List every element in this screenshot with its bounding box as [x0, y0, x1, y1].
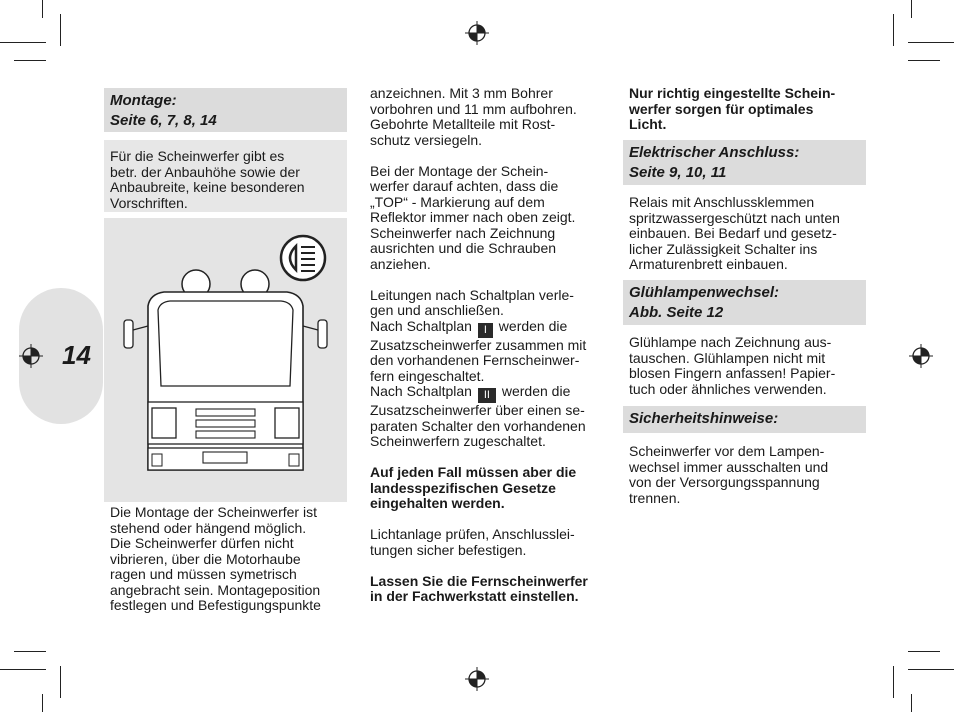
text-line: festlegen und Befestigungspunkte — [110, 597, 321, 613]
crop-mark-top-left-h — [0, 42, 46, 43]
paragraph-mounting — [110, 505, 350, 614]
column-2 — [370, 86, 610, 605]
registration-mark-left-icon-overlay — [18, 343, 44, 369]
crop-mark-top-right-v2 — [893, 14, 894, 46]
section-heading-electrical — [623, 140, 866, 185]
crop-mark-top-left-h2 — [14, 60, 46, 61]
paragraph-workshop-notice — [370, 574, 610, 605]
crop-mark-bottom-right-v — [911, 694, 912, 712]
text-line: Lassen Sie die Fernscheinwerfer — [370, 572, 588, 589]
text-line: Licht. — [629, 116, 667, 132]
text-line: „TOP“ - Markierung auf dem — [370, 193, 545, 210]
paragraph-top-marking — [370, 164, 610, 273]
text-line: spritzwassergeschützt nach unten — [629, 209, 840, 226]
crop-mark-top-right-v — [911, 0, 912, 18]
heading-line: Abb. Seite 12 — [629, 304, 724, 321]
registration-mark-top-icon — [464, 20, 490, 46]
text-line: blosen Fingern anfassen! Papier- — [629, 365, 836, 381]
heading-line: Seite 9, 10, 11 — [629, 164, 727, 181]
crop-mark-bottom-right-h — [908, 669, 954, 670]
heading-line: Seite 6, 7, 8, 14 — [110, 112, 217, 129]
registration-mark-bottom-icon — [464, 666, 490, 692]
heading-line: Glühlampenwechsel: — [629, 284, 780, 301]
paragraph-electrical — [629, 195, 869, 273]
text-line: Die Scheinwerfer dürfen nicht — [110, 535, 294, 551]
text-line: Die Montage der Scheinwerfer ist — [110, 504, 317, 520]
text-line: tuch oder ähnliches verwenden. — [629, 380, 827, 397]
truck-illustration — [104, 218, 347, 502]
crop-mark-bottom-left-v2 — [60, 666, 61, 698]
text-line: ausrichten und die Schrauben — [370, 240, 557, 256]
text-line: stehend oder hängend möglich. — [110, 519, 307, 536]
text-line: von der Versorgungsspannung — [629, 474, 820, 490]
text-line: Zusatzscheinwerfer über einen se- — [370, 402, 585, 418]
heading-line: Sicherheitshinweise: — [629, 410, 779, 427]
text-line: Reflektor immer nach oben zeigt. — [370, 209, 576, 225]
text-line: licher Zulässigkeit Schalter ins — [629, 240, 818, 257]
crop-mark-top-left-v — [42, 0, 43, 18]
text-line: trennen. — [629, 489, 681, 506]
text-line: wechsel immer ausschalten und — [629, 458, 829, 475]
text-fragment: werden die — [501, 383, 571, 399]
crop-mark-top-right-h — [908, 42, 954, 43]
truck-front-drawing — [104, 218, 347, 502]
text-line: Scheinwerfern zugeschaltet. — [370, 433, 546, 449]
paragraph-check-lights — [370, 527, 610, 558]
paragraph-drilling — [370, 86, 610, 148]
page-number: 14 — [62, 340, 91, 370]
wiring-diagram-badge-1: I — [478, 323, 493, 338]
paragraph-legal-notice — [370, 465, 610, 512]
text-line: Glühlampe nach Zeichnung aus- — [629, 334, 832, 350]
text-fragment: Nach Schaltplan — [370, 383, 472, 399]
crop-mark-top-right-h2 — [908, 60, 940, 61]
text-line: Leitungen nach Schaltplan verle- — [370, 286, 574, 303]
text-line: ragen und müssen symetrisch — [110, 566, 297, 582]
section-heading-montage — [104, 88, 347, 132]
text-line: werfer sorgen für optimales — [629, 100, 814, 117]
text-line: tungen sicher befestigen. — [370, 541, 527, 558]
heading-line: Montage: — [110, 92, 177, 109]
text-line: fern eingeschaltet. — [370, 367, 485, 384]
text-line: Vorschriften. — [110, 194, 188, 211]
text-line: Scheinwerfer vor dem Lampen- — [629, 443, 825, 459]
section-heading-safety — [623, 406, 866, 433]
text-line: eingehalten werden. — [370, 495, 505, 511]
text-line: anzeichnen. Mit 3 mm Bohrer — [370, 85, 553, 101]
paragraph-bulb-change — [629, 335, 869, 397]
text-line: schutz versiegeln. — [370, 131, 483, 148]
text-line: Lichtanlage prüfen, Anschlusslei- — [370, 526, 575, 542]
crop-mark-top-left-v2 — [60, 14, 61, 46]
high-beam-headlight-icon — [281, 236, 325, 280]
text-line: Relais mit Anschlussklemmen — [629, 194, 815, 210]
registration-mark-right-icon — [908, 343, 934, 369]
text-line: Zusatzscheinwerfer zusammen mit — [370, 336, 587, 353]
text-line: anziehen. — [370, 255, 431, 272]
crop-mark-bottom-right-h2 — [908, 651, 940, 652]
text-line — [370, 319, 610, 338]
paragraph-wiring — [370, 288, 610, 450]
text-line: Gebohrte Metallteile mit Rost- — [370, 116, 556, 132]
text-line: vorbohren und 11 mm aufbohren. — [370, 100, 577, 117]
text-line: Auf jeden Fall müssen aber die — [370, 464, 577, 480]
text-line: Bei der Montage der Schein- — [370, 162, 549, 179]
text-line: betr. der Anbauhöhe sowie der — [110, 163, 300, 180]
text-line: Armaturenbrett einbauen. — [629, 256, 788, 272]
text-line: Nur richtig eingestellte Schein- — [629, 85, 836, 101]
text-line: Anbaubreite, keine besonderen — [110, 179, 305, 195]
paragraph-safety — [629, 444, 869, 506]
text-fragment: werden die — [498, 317, 568, 334]
crop-mark-bottom-left-h — [0, 669, 46, 670]
heading-line: Elektrischer Anschluss: — [629, 144, 800, 161]
wiring-diagram-badge-2: II — [478, 388, 496, 403]
text-fragment: Nach Schaltplan — [370, 317, 472, 334]
crop-mark-bottom-left-h2 — [14, 651, 46, 652]
text-line: angebracht sein. Montageposition — [110, 581, 321, 598]
text-line — [370, 384, 610, 403]
text-line: Scheinwerfer nach Zeichnung — [370, 224, 556, 241]
text-line: Für die Scheinwerfer gibt es — [110, 148, 285, 164]
intro-note — [629, 86, 869, 133]
text-line: in der Fachwerkstatt einstellen. — [370, 588, 579, 604]
text-line: paraten Schalter den vorhandenen — [370, 417, 586, 434]
text-line: werfer darauf achten, dass die — [370, 178, 559, 194]
section-heading-bulb-change — [623, 280, 866, 325]
text-line: gen und anschließen. — [370, 302, 504, 318]
crop-mark-bottom-right-v2 — [893, 666, 894, 698]
crop-mark-bottom-left-v — [42, 694, 43, 712]
text-line: den vorhandenen Fernscheinwer- — [370, 352, 580, 368]
info-box-regulations — [104, 140, 347, 212]
text-line: tauschen. Glühlampen nicht mit — [629, 349, 826, 366]
text-line: landesspezifischen Gesetze — [370, 479, 556, 496]
text-line: vibrieren, über die Motorhaube — [110, 550, 301, 567]
text-line: einbauen. Bei Bedarf und gesetz- — [629, 225, 837, 241]
